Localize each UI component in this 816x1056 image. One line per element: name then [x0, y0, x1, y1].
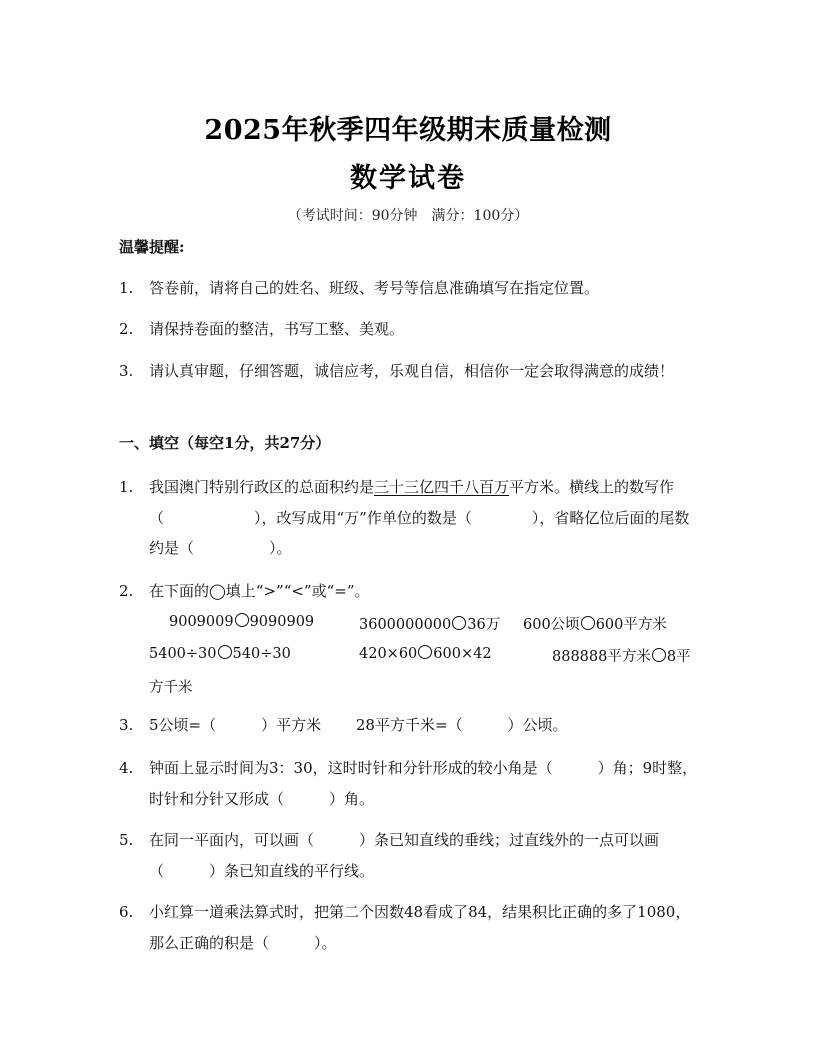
compare-item: 5400÷30 540÷30 — [149, 646, 291, 662]
blank-circle[interactable] — [235, 613, 249, 627]
question-text: 钟面上显示时间为3：30，这时时针和分针形成的较小角是（ ）角；9时整，时针和分针又形成（ ）角。 — [149, 759, 698, 808]
item-number: 2. — [119, 320, 134, 338]
question-text: 5公顷=（ ）平方米 28平方千米=（ ）公顷。 — [149, 716, 568, 734]
item-text: 请认真审题，仔细答题，诚信应考，乐观自信，相信你一定会取得满意的成绩！ — [149, 362, 675, 380]
compare-item: 600公顷 600平方米 — [523, 617, 667, 633]
question-text — [149, 472, 699, 564]
section-heading: 一、填空（每空1分，共27分） — [119, 434, 331, 452]
question-number: 5. — [119, 831, 134, 849]
exam-title: 2025年秋季四年级期末质量检测 — [204, 115, 612, 146]
blank-circle[interactable] — [652, 648, 666, 662]
compare-item: 888888平方米 8平 — [552, 649, 691, 665]
question-4 — [119, 753, 699, 814]
item-text: 请保持卷面的整洁，书写工整、美观。 — [149, 320, 405, 338]
question-text: 小红算一道乘法算式时，把第二个因数48看成了84，结果积比正确的多了1080，那么正确的积是（ ）。 — [149, 903, 691, 952]
question-6 — [119, 897, 699, 958]
underlined-number: 三十三亿四千八百万 — [374, 478, 510, 496]
compare-item-continued: 方千米 — [149, 680, 193, 696]
question-number: 1. — [119, 478, 134, 496]
reminder-item-1 — [119, 273, 699, 304]
question-text-pre: 我国澳门特别行政区的总面积约是 — [149, 478, 375, 496]
question-1 — [119, 472, 699, 564]
question-text: 在同一平面内，可以画（ ）条已知直线的垂线；过直线外的一点可以画（ ）条已知直线的平行线。 — [149, 831, 660, 880]
question-number: 6. — [119, 903, 134, 921]
item-text: 答卷前，请将自己的姓名、班级、考号等信息准确填写在指定位置。 — [149, 279, 600, 297]
item-number: 1. — [119, 279, 134, 297]
compare-item: 9009009 9090909 — [169, 614, 315, 630]
question-2 — [119, 576, 699, 607]
exam-time-info: （考试时间：90分钟 满分：100分） — [287, 208, 529, 224]
compare-item: 420×60 600×42 — [359, 646, 492, 662]
question-5 — [119, 825, 699, 886]
blank-circle[interactable] — [218, 645, 232, 659]
reminder-item-2 — [119, 314, 699, 345]
question-number: 3. — [119, 716, 134, 734]
question-text-post: 平方米。横线上的数写作（ ），改写成用“万”作单位的数是（ ），省略亿位后面的尾数约是（ ）。 — [149, 478, 690, 557]
item-number: 3. — [119, 362, 134, 380]
blank-circle[interactable] — [452, 616, 466, 630]
exam-subject-title: 数学试卷 — [350, 163, 466, 194]
question-number: 2. — [119, 582, 134, 600]
reminder-heading: 温馨提醒: — [119, 238, 185, 256]
blank-circle[interactable] — [418, 645, 432, 659]
question-text: 在下面的◯填上“>”“<”或“=”。 — [149, 582, 370, 600]
reminder-item-3 — [119, 356, 699, 387]
compare-item: 3600000000 36万 — [359, 617, 501, 633]
question-3 — [119, 710, 699, 741]
question-number: 4. — [119, 759, 134, 777]
blank-circle[interactable] — [581, 616, 595, 630]
